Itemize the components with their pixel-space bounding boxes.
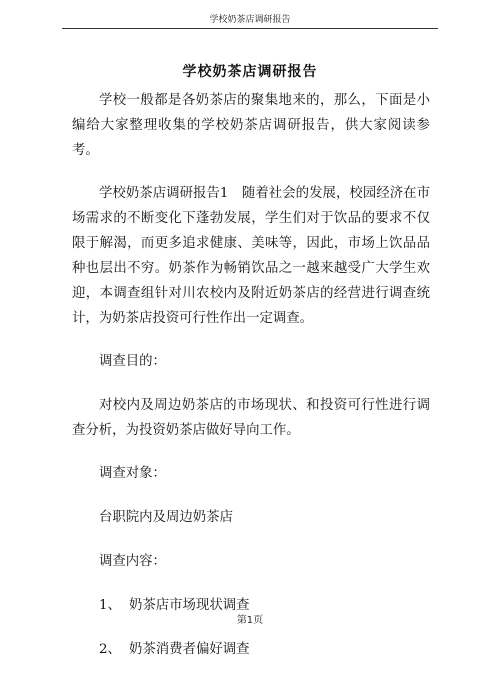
- list-item-number: 1、: [99, 598, 121, 613]
- list-item-text: 奶茶消费者偏好调查: [129, 642, 250, 657]
- header-divider: [62, 28, 438, 29]
- list-item-text: 奶茶店市场现状调查: [129, 598, 250, 613]
- report-paragraph: 学校奶茶店调研报告1 随着社会的发展，校园经济在市场需求的不断变化下蓬勃发展，学生们对于饮品的要求不仅限于解渴，而更多追求健康、美味等，因此，市场上饮品品种也层出不穷。奶茶作为畅销饮品之一越来越受广大学生欢迎，本调查组针对川农校内及附近奶茶店的经营进行调查统计，为奶茶店投资可行性作出一定调查。: [72, 186, 430, 326]
- page-number: 第1页: [236, 615, 264, 626]
- purpose-paragraph: 对校内及周边奶茶店的市场现状、和投资可行性进行调查分析，为投资奶茶店做好导向工作。: [72, 398, 430, 438]
- list-item-number: 2、: [99, 642, 121, 657]
- document-title: 学校奶茶店调研报告: [182, 64, 318, 80]
- document-body: [72, 88, 430, 681]
- subject-paragraph: 台职院内及周边奶茶店: [99, 510, 233, 525]
- intro-paragraph: 学校一般都是各奶茶店的聚集地来的，那么，下面是小编给大家整理收集的学校奶茶店调研报告，供大家阅读参考。: [72, 93, 430, 158]
- running-header: 学校奶茶店调研报告: [209, 15, 291, 25]
- section-heading-content: 调查内容：: [99, 554, 166, 569]
- section-heading-purpose: 调查目的：: [99, 354, 166, 369]
- section-heading-subject: 调查对象：: [99, 466, 166, 481]
- list-item: [72, 637, 430, 662]
